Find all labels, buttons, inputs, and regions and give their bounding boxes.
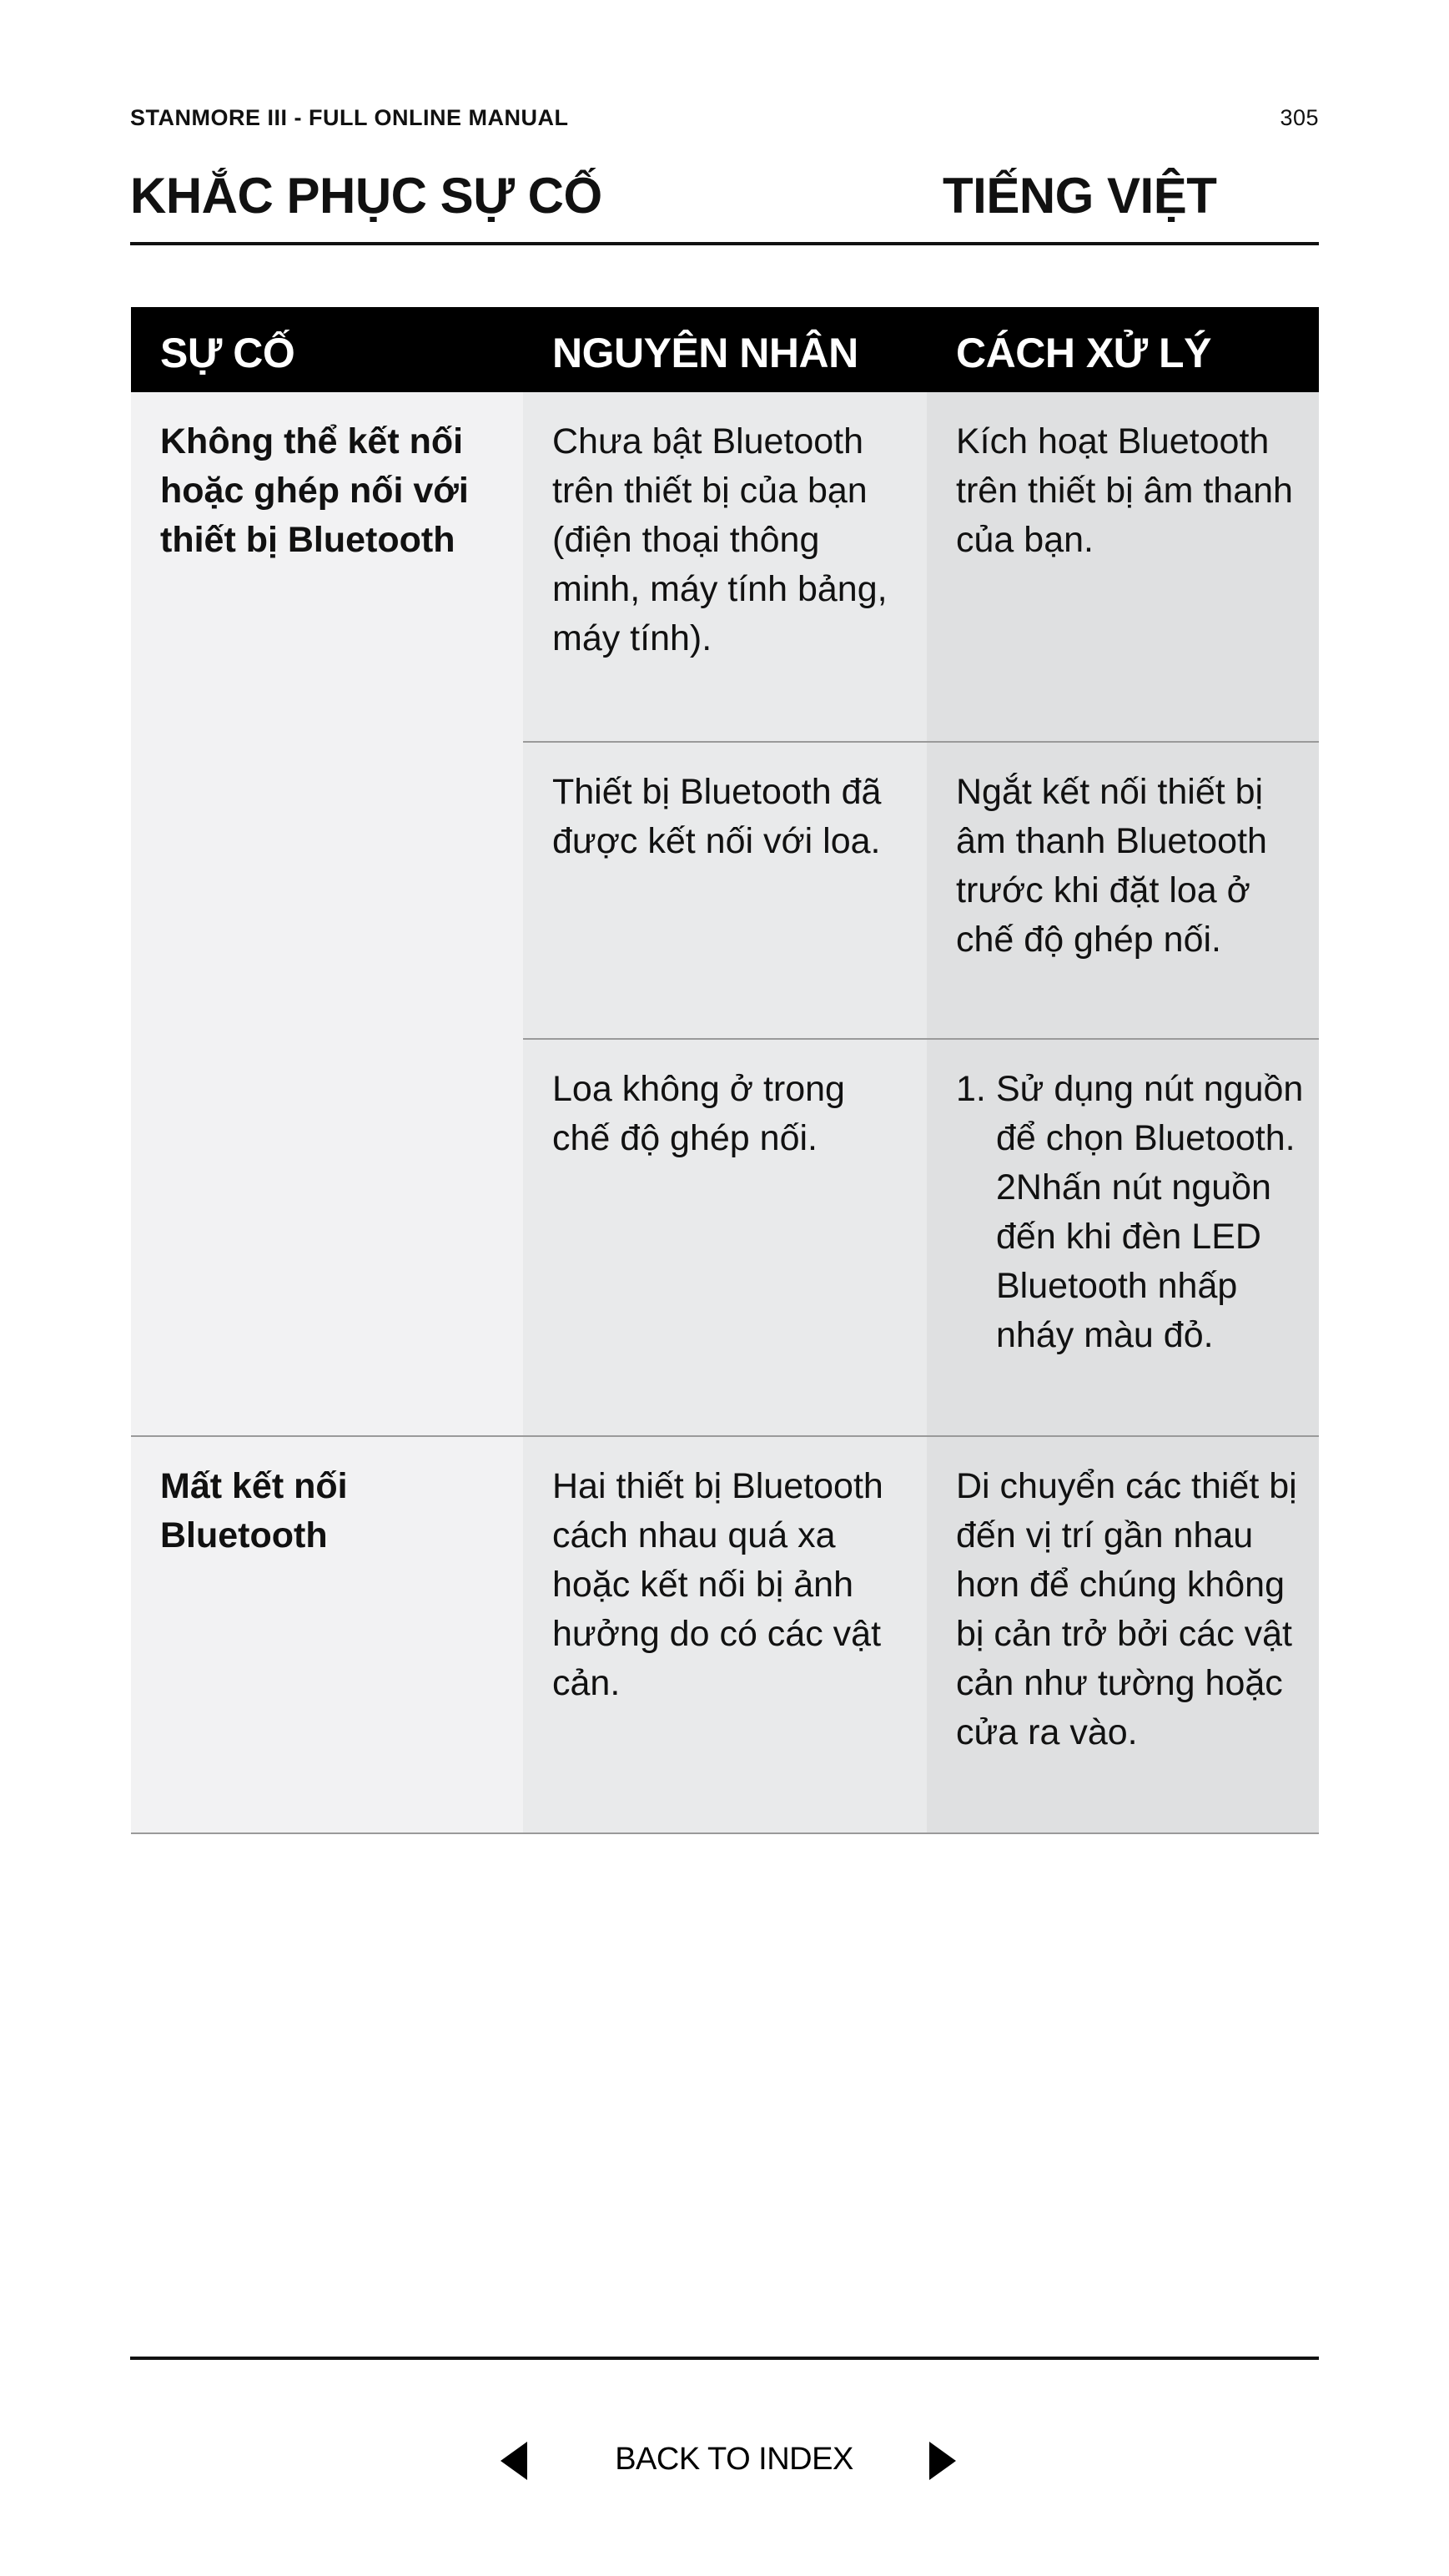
table-row <box>523 392 1319 741</box>
troubleshooting-table <box>131 307 1319 1834</box>
manual-title: STANMORE III - FULL ONLINE MANUAL <box>130 105 569 130</box>
cause-text: Hai thiết bị Bluetooth cách nhau quá xa hoặc kết nối bị ảnh hưởng do có các vật cản. <box>552 1466 883 1703</box>
issue-text: Không thể kết nối hoặc ghép nối với thiết bị Bluetooth <box>160 421 469 560</box>
column-header-issue: SỰ CỐ <box>160 330 295 376</box>
solution-text: Ngắt kết nối thiết bị âm thanh Bluetooth trước khi đặt loa ở chế độ ghép nối. <box>956 772 1267 960</box>
page-number: 305 <box>1280 105 1319 130</box>
solution-text: Sử dụng nút nguồn để chọn Bluetooth. 2Nhấn nút nguồn đến khi đèn LED Bluetooth nhấp nháy màu đỏ. <box>996 1069 1304 1355</box>
cause-text: Chưa bật Bluetooth trên thiết bị của bạn (điện thoại thông minh, máy tính bảng, máy tính). <box>552 421 888 658</box>
table-group <box>131 1437 1319 1834</box>
back-to-index-link[interactable]: BACK TO INDEX <box>615 2442 853 2477</box>
table-row <box>523 1437 1319 1832</box>
solution-text: Di chuyển các thiết bị đến vị trí gần nhau hơn để chúng không bị cản trở bởi các vật cản như tường hoặc cửa ra vào. <box>956 1466 1297 1752</box>
column-header-solution: CÁCH XỬ LÝ <box>956 330 1211 376</box>
running-header <box>130 105 1319 139</box>
footer-navigation <box>0 2437 1449 2487</box>
column-header-cause: NGUYÊN NHÂN <box>552 330 858 376</box>
step-number: 1. <box>956 1069 986 1109</box>
cause-text: Thiết bị Bluetooth đã được kết nối với loa. <box>552 772 882 861</box>
table-row <box>523 741 1319 1040</box>
cause-text: Loa không ở trong chế độ ghép nối. <box>552 1069 845 1158</box>
table-header <box>131 307 1319 392</box>
previous-page-icon[interactable] <box>501 2442 527 2480</box>
next-page-icon[interactable] <box>929 2442 956 2480</box>
solution-text: Kích hoạt Bluetooth trên thiết bị âm thanh của bạn. <box>956 421 1293 560</box>
footer-divider <box>130 2357 1319 2360</box>
section-title: KHẮC PHỤC SỰ CỐ <box>130 168 602 224</box>
table-row <box>523 1038 1319 1437</box>
table-group <box>131 392 1319 1437</box>
issue-text: Mất kết nối Bluetooth <box>160 1466 348 1555</box>
section-header <box>130 159 1319 245</box>
language-label: TIẾNG VIỆT <box>943 168 1217 224</box>
